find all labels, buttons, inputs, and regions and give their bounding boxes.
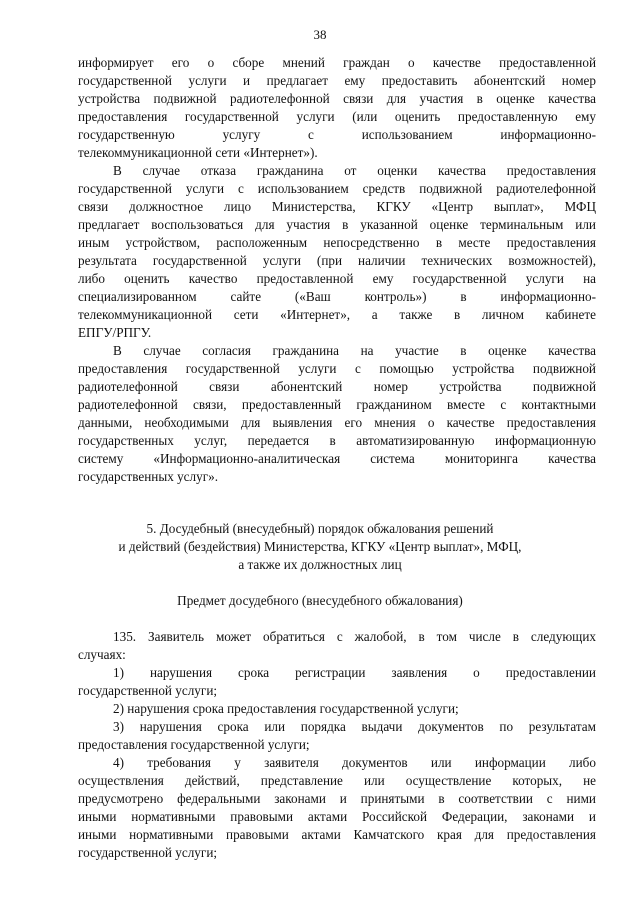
text-line: связи должностное лицо Министерства, КГКУ «Центр выплат», МФЦ (78, 199, 596, 214)
text-line: иными нормативными правовыми актами Российской Федерации, законами и (78, 809, 596, 824)
text-line: данными, необходимыми для выявления его мнения о качестве предоставления (78, 415, 596, 430)
text-line: 135. Заявитель может обратиться с жалобой, в том числе в следующих (113, 629, 596, 644)
text-line: государственной услуги с использованием средств подвижной радиотелефонной (78, 181, 596, 196)
text-line: предоставления государственной услуги (или оценить предоставленную ему (78, 109, 596, 124)
text-line: иным устройством, расположенным непосредственно в месте предоставления (78, 235, 596, 250)
text-line: устройства подвижной радиотелефонной связи для участия в оценке качества (78, 91, 596, 106)
text-line: Предмет досудебного (внесудебного обжалования) (177, 593, 463, 608)
text-line: государственной услуги и предлагает ему предоставить абонентский номер (78, 73, 596, 88)
text-line: радиотелефонной связи абонентский номер устройства подвижной (78, 379, 596, 394)
text-line: информирует его о сборе мнений граждан о качестве предоставленной (78, 55, 596, 70)
text-line: предоставления государственной услуги; (78, 737, 310, 752)
text-line: случаях: (78, 647, 126, 662)
text-line: 5. Досудебный (внесудебный) порядок обжалования решений (146, 521, 494, 536)
text-line: государственных услуг». (78, 469, 219, 484)
text-line: иными нормативными правовыми актами Камчатского края для предоставления (78, 827, 596, 842)
text-line: государственной услуги; (78, 845, 218, 860)
text-line: телекоммуникационной сети «Интернет»). (78, 145, 318, 160)
text-line: либо оценить качество предоставленной ему государственной услуги на (78, 271, 596, 286)
text-line: государственную услугу с использованием информационно- (78, 127, 596, 142)
text-line: предлагает воспользоваться для участия в указанной оценке терминальным или (78, 217, 596, 232)
text-line: В случае отказа гражданина от оценки качества предоставления (113, 163, 596, 178)
text-line: систему «Информационно-аналитическая система мониторинга качества (78, 451, 596, 466)
text-line: телекоммуникационной сети «Интернет», а также в личном кабинете (78, 307, 596, 322)
text-line: 2) нарушения срока предоставления государственной услуги; (113, 701, 459, 716)
page-number: 38 (313, 27, 327, 42)
text-line: 1) нарушения срока регистрации заявления о предоставлении (113, 665, 596, 680)
text-line: 4) требования у заявителя документов или информации либо (113, 755, 596, 770)
text-line: предусмотрено федеральными законами и принятыми в соответствии с ними (78, 791, 596, 806)
text-line: осуществления действий, представление или осуществление которых, не (78, 773, 596, 788)
text-line: радиотелефонной связи, предоставленный гражданином вместе с контактными (78, 397, 596, 412)
text-line: предоставления государственной услуги с помощью устройства подвижной (78, 361, 596, 376)
text-line: 3) нарушения срока или порядка выдачи документов по результатам (113, 719, 596, 734)
text-line: ЕПГУ/РПГУ. (78, 325, 152, 340)
text-line: и действий (бездействия) Министерства, КГКУ «Центр выплат», МФЦ, (118, 539, 522, 554)
text-line: государственных услуг, передается в автоматизированную информационную (78, 433, 596, 448)
text-line: В случае согласия гражданина на участие в оценке качества (113, 343, 596, 358)
text-line: результата государственной услуги (при наличии технических возможностей), (78, 253, 596, 268)
text-line: специализированном сайте («Ваш контроль») в информационно- (78, 289, 596, 304)
text-line: государственной услуги; (78, 683, 218, 698)
text-line: а также их должностных лиц (238, 557, 402, 572)
